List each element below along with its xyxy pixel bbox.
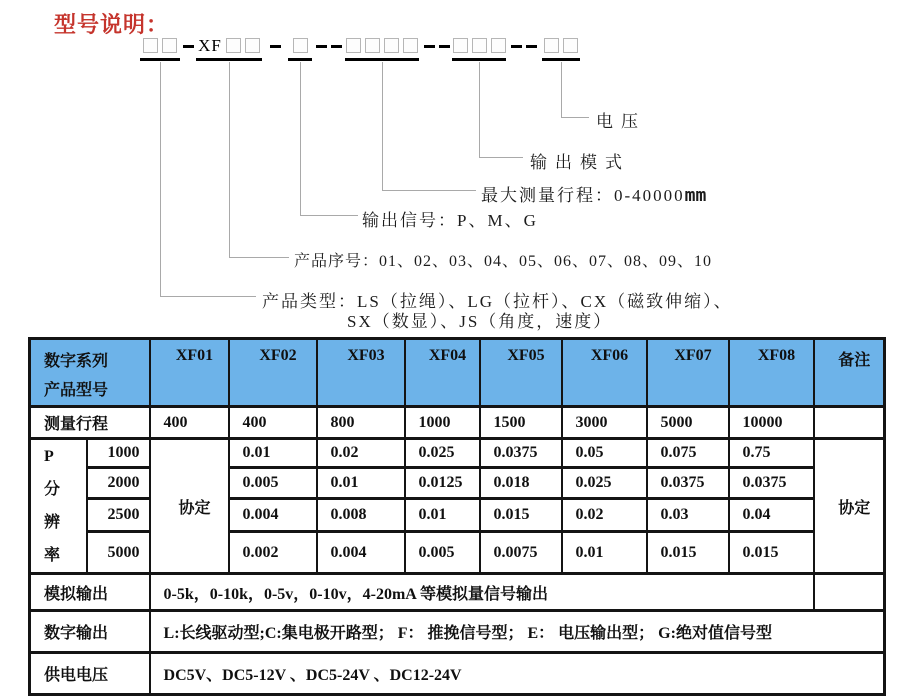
resolution-value: 0.05 [562, 439, 647, 468]
format-box [384, 38, 399, 53]
resolution-value: 0.018 [480, 468, 562, 499]
format-group-voltage [542, 38, 580, 61]
stroke-value: 400 [229, 407, 317, 439]
header-xf08: XF08 [729, 339, 814, 407]
format-box [403, 38, 418, 53]
power-supply-label: 供电电压 [30, 653, 150, 695]
digital-output-value: L:长线驱动型;C:集电极开路型； F： 推挽信号型； E： 电压输出型； G:绝对值信号型 [150, 611, 885, 653]
format-dash [331, 45, 342, 48]
format-box [245, 38, 260, 53]
format-box [453, 38, 468, 53]
leader-line [300, 215, 358, 216]
resolution-value: 0.075 [647, 439, 729, 468]
resolution-level: 1000 [87, 439, 150, 468]
header-series-model: 数字系列 产品型号 [30, 339, 150, 407]
resolution-level: 2500 [87, 499, 150, 532]
resolution-value: 0.0125 [405, 468, 480, 499]
header-xf03: XF03 [317, 339, 405, 407]
leader-line [382, 190, 476, 191]
format-dash [316, 45, 327, 48]
format-box [472, 38, 487, 53]
leader-line [479, 157, 523, 158]
label-output-signal: 输出信号：P、M、G [362, 211, 538, 230]
resolution-value: 0.015 [480, 499, 562, 532]
resolution-value: 0.0375 [480, 439, 562, 468]
power-supply-value: DC5V、DC5-12V 、DC5-24V 、DC12-24V [150, 653, 885, 695]
digital-output-row [30, 611, 885, 653]
stroke-value: 5000 [647, 407, 729, 439]
leader-line [229, 62, 230, 257]
header-xf02: XF02 [229, 339, 317, 407]
format-boxes [293, 38, 308, 53]
resolution-value: 0.004 [229, 499, 317, 532]
format-box [544, 38, 559, 53]
leader-line [561, 117, 589, 118]
resolution-axis-label: P 分 辨 率 [30, 439, 87, 574]
resolution-value: 0.008 [317, 499, 405, 532]
resolution-row [30, 439, 885, 468]
resolution-value: 0.02 [562, 499, 647, 532]
format-group-output-signal [288, 38, 312, 61]
header-xf07: XF07 [647, 339, 729, 407]
resolution-value: 0.025 [405, 439, 480, 468]
power-supply-row [30, 653, 885, 695]
format-box [346, 38, 361, 53]
header-xf01: XF01 [150, 339, 229, 407]
label-product-type-line2: SX（数显）、JS（角度，速度） [347, 312, 613, 331]
cell-empty [814, 574, 885, 611]
resolution-value: 0.03 [647, 499, 729, 532]
format-dash [511, 45, 522, 48]
analog-output-row [30, 574, 885, 611]
header-xf06: XF06 [562, 339, 647, 407]
table-header-row [30, 339, 885, 407]
stroke-value: 1500 [480, 407, 562, 439]
header-remark: 备注 [814, 339, 885, 407]
resolution-value: 0.015 [729, 532, 814, 574]
format-dash [439, 45, 450, 48]
page-title: 型号说明： [54, 12, 170, 37]
label-voltage: 电压 [596, 112, 646, 131]
stroke-value: 400 [150, 407, 229, 439]
leader-line [229, 257, 289, 258]
format-group-max-travel [345, 38, 419, 61]
format-dash [270, 45, 281, 48]
format-series-prefix: XF [198, 36, 222, 55]
stroke-value: 800 [317, 407, 405, 439]
resolution-value: 0.004 [317, 532, 405, 574]
label-max-travel: 最大测量行程：0-40000mm [481, 185, 707, 206]
resolution-value: 0.75 [729, 439, 814, 468]
resolution-value: 0.015 [647, 532, 729, 574]
cell-empty [814, 407, 885, 439]
format-box [293, 38, 308, 53]
format-group-series [196, 38, 262, 61]
unit-mm: mm [684, 185, 707, 206]
format-box [563, 38, 578, 53]
stroke-value: 10000 [729, 407, 814, 439]
resolution-level: 2000 [87, 468, 150, 499]
label-product-type-line1: 产品类型：LS（拉绳）、LG（拉杆）、CX（磁致伸缩）、 [262, 292, 733, 311]
stroke-value: 3000 [562, 407, 647, 439]
resolution-value: 0.01 [405, 499, 480, 532]
resolution-value: 0.04 [729, 499, 814, 532]
leader-line [382, 62, 383, 190]
format-group-product-type [140, 38, 180, 61]
analog-output-label: 模拟输出 [30, 574, 150, 611]
remark-negotiated: 协定 [814, 439, 885, 574]
resolution-value: 0.01 [317, 468, 405, 499]
leader-line [300, 62, 301, 215]
resolution-value: 0.0375 [647, 468, 729, 499]
resolution-value: 0.025 [562, 468, 647, 499]
format-box [226, 38, 241, 53]
leader-line [561, 62, 562, 117]
stroke-label: 测量行程 [30, 407, 150, 439]
format-boxes [143, 38, 177, 53]
resolution-value: 0.002 [229, 532, 317, 574]
resolution-value: 0.005 [229, 468, 317, 499]
resolution-level: 5000 [87, 532, 150, 574]
format-group-output-mode [452, 38, 506, 61]
leader-line [160, 296, 256, 297]
format-dash [424, 45, 435, 48]
format-boxes [544, 38, 578, 53]
format-boxes [453, 38, 506, 53]
format-box [365, 38, 380, 53]
spec-table [28, 337, 886, 696]
leader-line [160, 62, 161, 296]
stroke-value: 1000 [405, 407, 480, 439]
label-serial: 产品序号：01、02、03、04、05、06、07、08、09、10 [294, 253, 713, 270]
resolution-value: 0.02 [317, 439, 405, 468]
digital-output-label: 数字输出 [30, 611, 150, 653]
header-xf04: XF04 [405, 339, 480, 407]
format-dash [183, 45, 194, 48]
resolution-value: 0.0375 [729, 468, 814, 499]
resolution-value: 0.01 [229, 439, 317, 468]
format-box [491, 38, 506, 53]
format-boxes [226, 38, 260, 53]
header-xf05: XF05 [480, 339, 562, 407]
resolution-value: 0.005 [405, 532, 480, 574]
label-output-mode: 输出模式 [530, 153, 630, 172]
format-boxes [346, 38, 418, 53]
format-box [162, 38, 177, 53]
format-dash [526, 45, 537, 48]
xf01-negotiated: 协定 [150, 439, 229, 574]
leader-line [479, 62, 480, 157]
stroke-row [30, 407, 885, 439]
resolution-value: 0.01 [562, 532, 647, 574]
analog-output-value: 0-5k，0-10k，0-5v，0-10v，4-20mA 等模拟量信号输出 [150, 574, 814, 611]
resolution-value: 0.0075 [480, 532, 562, 574]
format-box [143, 38, 158, 53]
